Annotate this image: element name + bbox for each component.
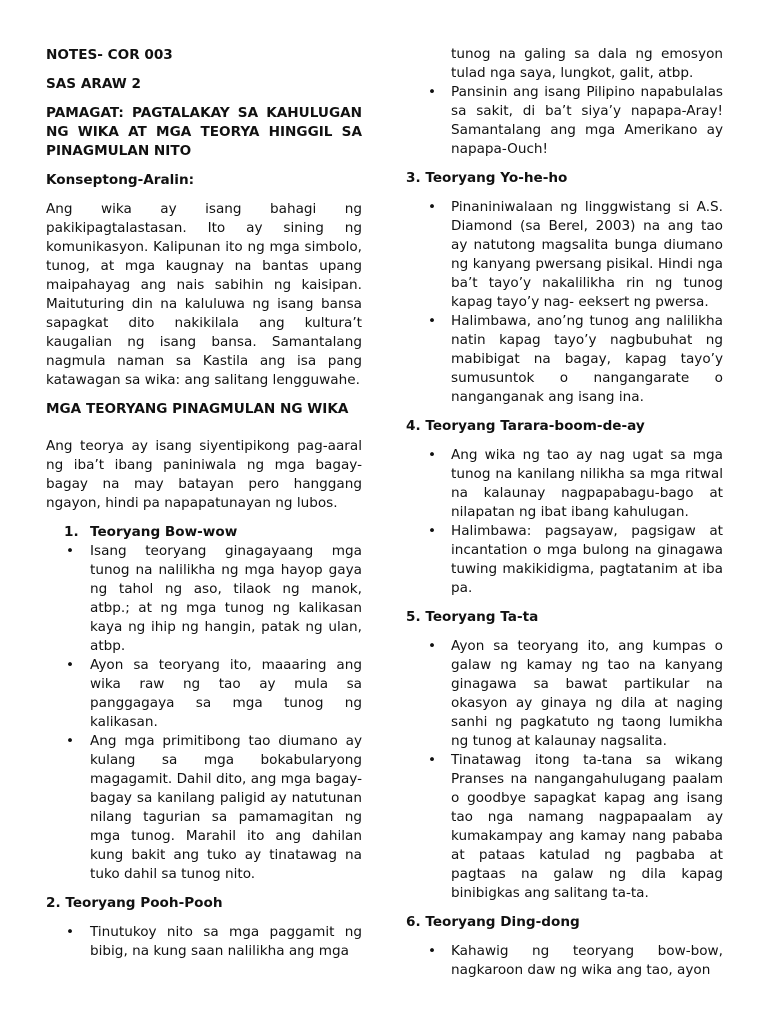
list-item: • Ang wika ng tao ay nag ugat sa mga tunog na kanilang nilikha sa mga ritwal na kalaunay nagpapabagu-bago at nilapatan ng ibat ibang kahulugan. (406, 446, 723, 522)
teorya-paragraph: Ang teorya ay isang siyentipikong pag-aaral ng iba’t ibang paniniwala ng mga bagay-bagay na may batayan pero hanggang ngayon, hindi pa napapatunayan ng lubos. (46, 438, 362, 511)
list-item: • Ang mga primitibong tao diumano ay kulang sa mga bokabularyong magagamit. Dahil dito, ang mga bagay-bagay sa kanilang paligid ay natutunan nilang tagurian sa pamamagitan ng mga tunog. Marahil ito ang dahilan kung bakit ang tuko ay tinatawag na tuko dahil sa tunog nito. (46, 732, 362, 884)
list-item: • Kahawig ng teoryang bow-bow, nagkaroon daw ng wika ang tao, ayon (406, 942, 723, 980)
list-item: • Ayon sa teoryang ito, maaaring ang wika raw ng tao ay mula sa panggagaya sa mga tunog ng kalikasan. (46, 656, 362, 732)
list-item: • Tinatawag itong ta-tana sa wikang Pranses na nangangahulugang paalam o goodbye sapagkat kapag ang isang tao nga namang nagpapaalam ay kumakampay ang kamay nang pababa at pataas katulad ng pagbaba at pagtaas na galaw ng dila kapag binibigkas ang salitang ta-ta. (406, 751, 723, 903)
konsepto-paragraph: Ang wika ay isang bahagi ng pakikipagtalastasan. Ito ay sining ng komunikasyon. Kalipunan ito ng mga simbolo, tunog, at mga kaugnay na bantas upang maipahayag ang nais sabihin ng kaisipan. Maituturing din na kaluluwa ng isang bansa sapagkat dito nakikilala ang kultura’t kaugalian ng isang bansa. Samantalang nagmula naman sa Kastila ang isa pang katawagan sa wika: ang salitang lengguwahe. (46, 201, 362, 388)
continued-text: tunog na galing sa dala ng emosyon tulad nga saya, lungkot, galit, atbp. (451, 46, 723, 81)
section-heading-pooh-pooh: 2. Teoryang Pooh-Pooh (46, 895, 223, 911)
list-item: • Ayon sa teoryang ito, ang kumpas o galaw ng kamay ng tao na kanyang ginagawa sa bawat partikular na okasyon ay ginaya ng dila at naging sanhi ng pagkatuto ng taong lumikha ng tunog at kalaunay nagsalita. (406, 637, 723, 751)
pooh-pooh-list (46, 923, 362, 961)
list-item: • Halimbawa, ano’ng tunog ang nalilikha natin kapag tayo’y nagbubuhat ng mabibigat na bagay, kapag tayo’y sumusuntok o nangangarate o nanganganak ang isang ina. (406, 312, 723, 407)
list-item: • Tinutukoy nito sa mga paggamit ng bibig, na kung saan nalilikha ang mga (46, 923, 362, 961)
right-column (406, 45, 723, 980)
tarara-list (406, 446, 723, 598)
list-item: • Pansinin ang isang Pilipino napabulalas sa sakit, di ba’t siya’y napapa-Aray! Samantalang ang mga Amerikano ay napapa-Ouch! (406, 83, 723, 159)
list-item: • Halimbawa: pagsayaw, pagsigaw at incantation o mga bulong na ginagawa tuwing makikidigma, pagtatanim at iba pa. (406, 522, 723, 598)
section-heading-tarara-boom-de-ay: 4. Teoryang Tarara-boom-de-ay (406, 418, 645, 434)
section-heading-ding-dong: 6. Teoryang Ding-dong (406, 914, 580, 930)
section-heading-ta-ta: 5. Teoryang Ta-ta (406, 609, 539, 625)
bow-wow-list (46, 542, 362, 884)
left-column (46, 44, 362, 961)
section-heading-bow-wow (46, 523, 362, 542)
section-heading-yo-he-ho: 3. Teoryang Yo-he-ho (406, 170, 568, 186)
ding-dong-list (406, 942, 723, 980)
document-title: PAMAGAT: PAGTALAKAY SA KAHULUGAN NG WIKA AT MGA TEORYA HINGGIL SA PINAGMULAN NITO (46, 105, 362, 159)
sas-label: SAS ARAW 2 (46, 76, 141, 92)
section-number: 1. (64, 524, 79, 540)
notes-code: NOTES- COR 003 (46, 47, 173, 63)
list-item: • Pinaniniwalaan ng linggwistang si A.S. Diamond (sa Berel, 2003) na ang tao ay natutong magsalita bunga diumano ng kanyang pwersang pisikal. Hindi nga ba’t tayo’y nakalilikha rin ng tunog kapag tayo’y nag- eeksert ng pwersa. (406, 198, 723, 312)
teorya-heading: MGA TEORYANG PINAGMULAN NG WIKA (46, 401, 349, 417)
ta-ta-list (406, 637, 723, 903)
yo-he-ho-list (406, 198, 723, 407)
list-item: • Isang teoryang ginagayaang mga tunog na nalilikha ng mga hayop gaya ng tahol ng aso, tilaok ng manok, atbp.; at ng mga tunog ng kalikasan kaya ng ihip ng hangin, patak ng ulan, atbp. (46, 542, 362, 656)
section-title: Teoryang Bow-wow (90, 524, 238, 540)
pooh-pooh-list-cont (406, 83, 723, 159)
konsepto-heading: Konseptong-Aralin: (46, 172, 195, 188)
